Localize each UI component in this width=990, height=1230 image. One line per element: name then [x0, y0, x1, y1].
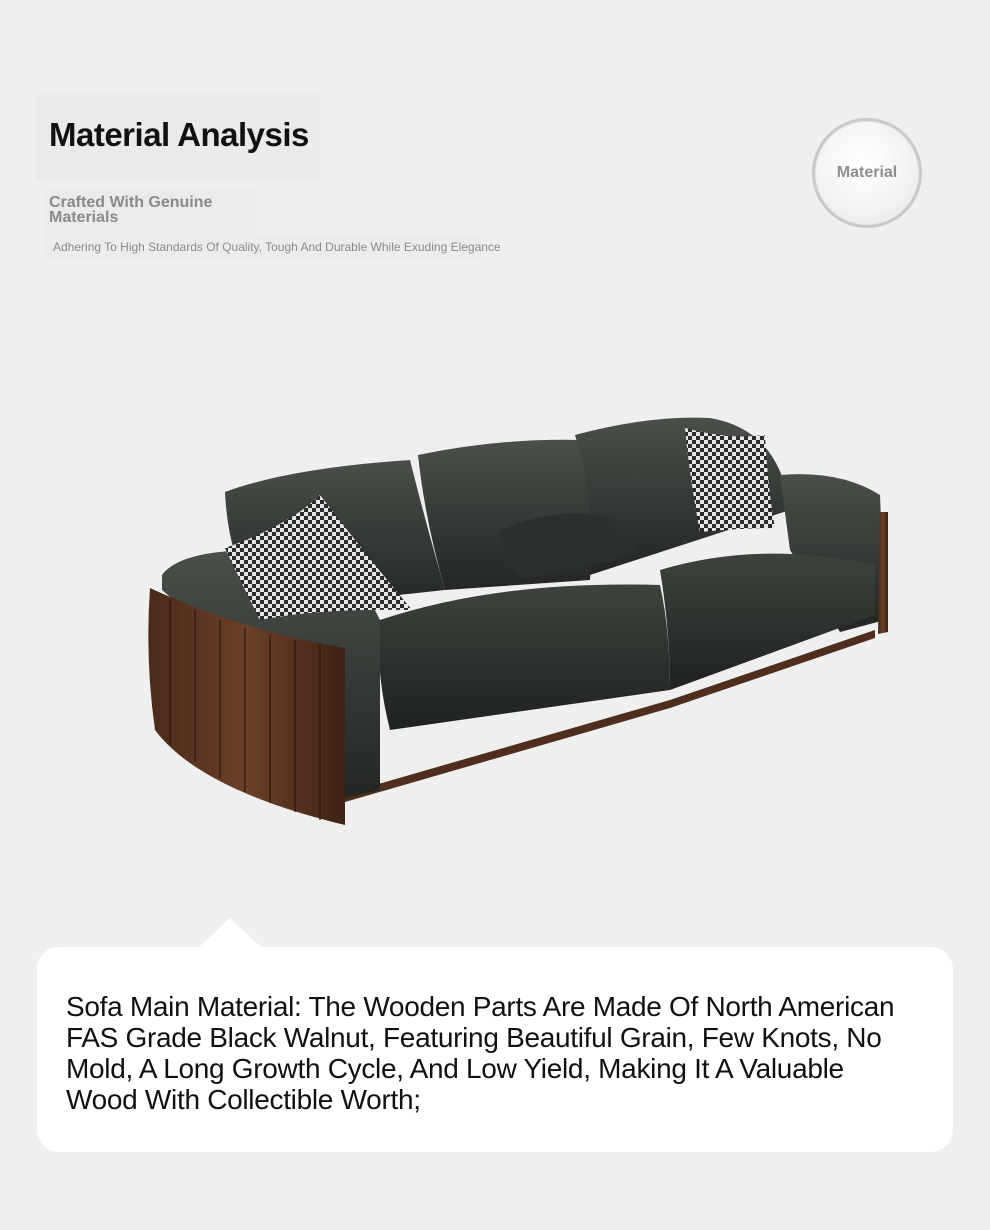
page-tagline: Adhering To High Standards Of Quality, Tough And Durable While Exuding Elegance	[53, 240, 501, 254]
page-subtitle: Crafted With Genuine Materials	[49, 194, 213, 226]
material-callout	[37, 947, 953, 1152]
page-title: Material Analysis	[49, 116, 309, 153]
sofa-image	[140, 400, 900, 840]
callout-pointer	[198, 918, 262, 948]
material-description: Sofa Main Material: The Wooden Parts Are Made Of North American FAS Grade Black Walnut, Featuring Beautiful Grain, Few Knots, No Mold, A Long Growth Cycle, And Low Yield, Making It A Valuable Wood With Collectible Worth;	[66, 991, 895, 1115]
material-badge	[812, 118, 922, 228]
material-badge-label: Material	[836, 164, 898, 181]
